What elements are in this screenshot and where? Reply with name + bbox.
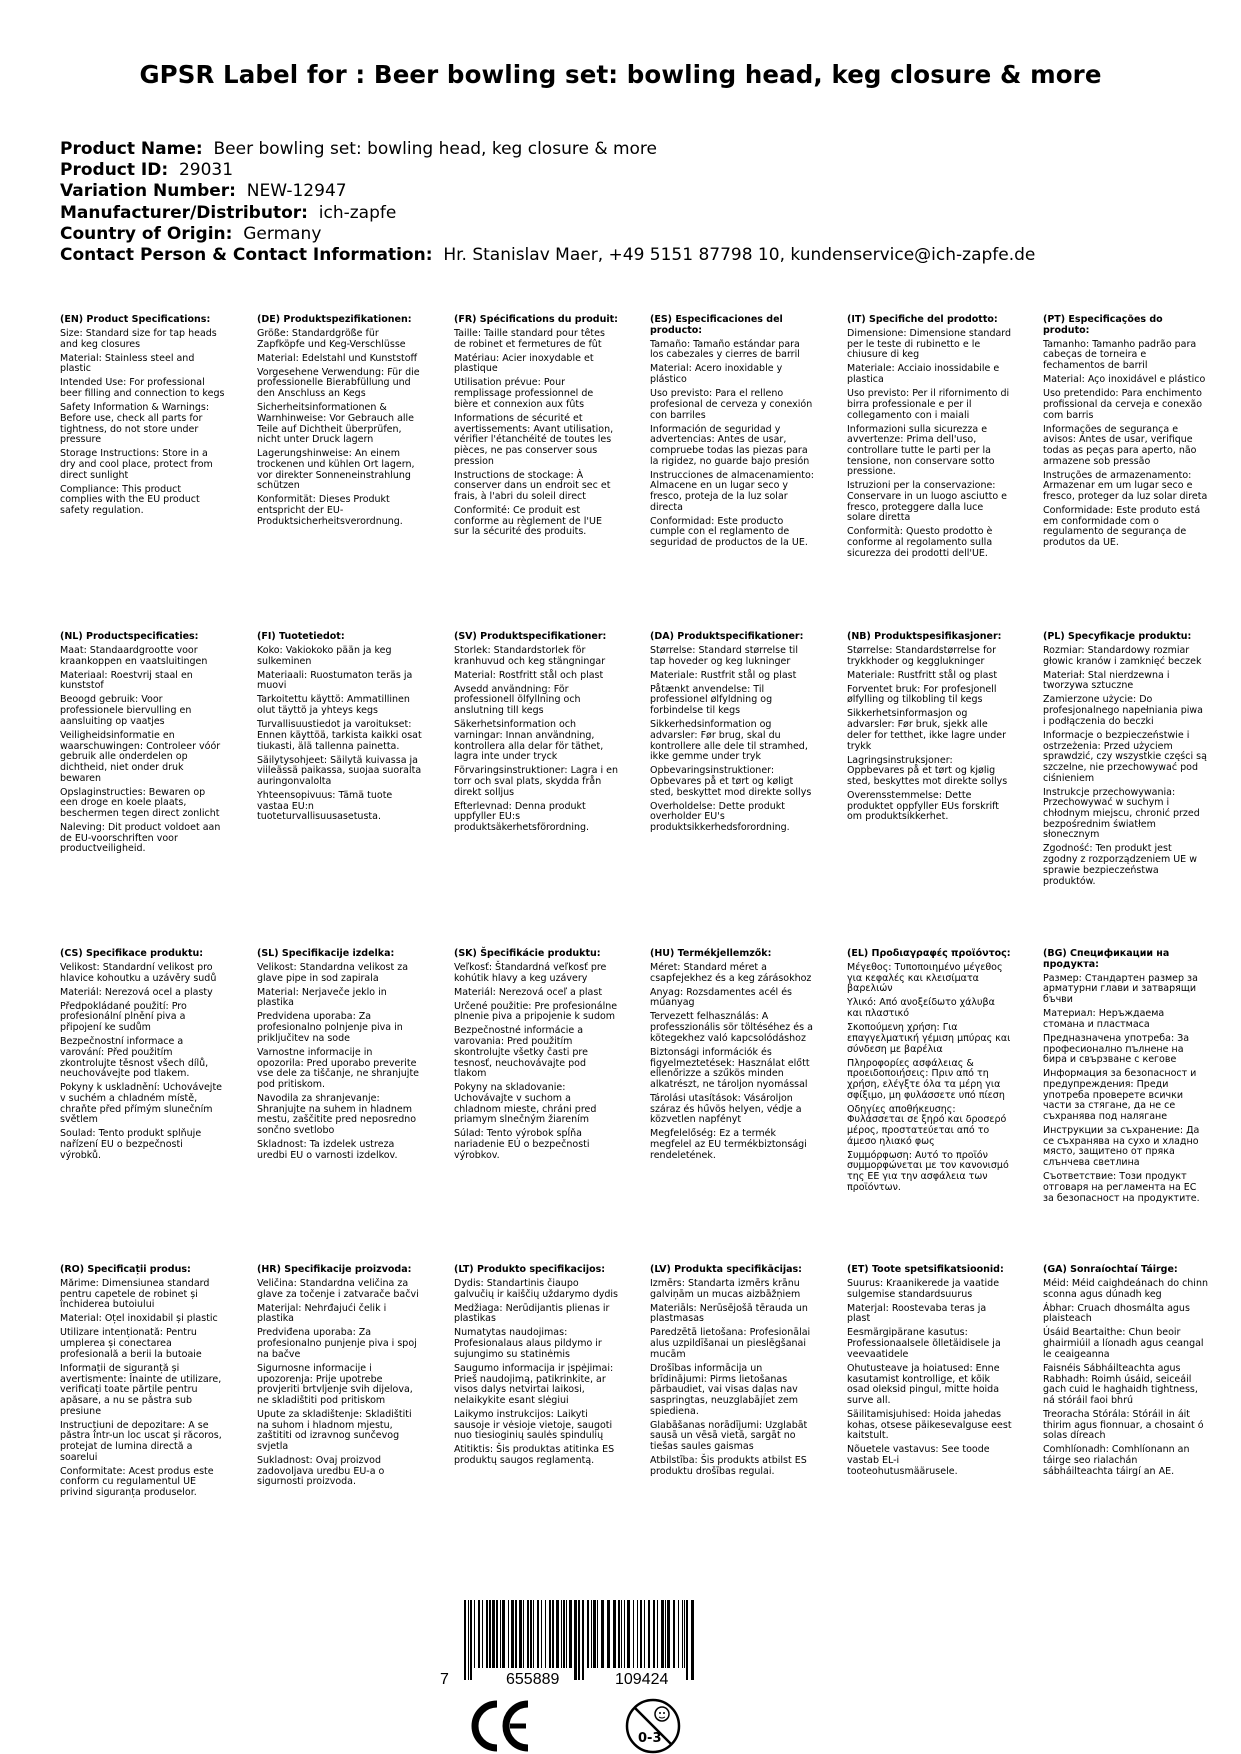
spec-line: Instrukcje przechowywania: Przechowywać w suchym i chłodnym miejscu, chronić przed bezpośrednim światłem słonecznym bbox=[1043, 786, 1200, 841]
contact-label: Contact Person & Contact Information: bbox=[60, 245, 433, 266]
spec-block bbox=[60, 315, 225, 520]
spec-line: Υλικό: Από ανοξείδωτο χάλυβα και πλαστικό bbox=[847, 997, 995, 1020]
spec-line: Laikymo instrukcijos: Laikyti sausoje ir vėsioje vietoje, saugoti nuo tiesioginių saulės spindulių bbox=[454, 1408, 613, 1442]
spec-line: Informações de segurança e avisos: Antes de usar, verifique todas as peças para aperto, não armazene sob pressão bbox=[1043, 423, 1197, 467]
barcode-bar bbox=[511, 1600, 514, 1668]
spec-block bbox=[650, 315, 815, 552]
spec-line: Sikkerhetsinformasjon og advarsler: Før bruk, sjekk alle deler for tetthet, ikke lagre under trykk bbox=[847, 708, 1007, 752]
barcode-bar bbox=[582, 1600, 584, 1680]
spec-block bbox=[847, 315, 1012, 563]
spec-line: Matériau: Acier inoxydable et plastique bbox=[454, 352, 594, 375]
spec-line: Rozmiar: Standardowy rozmiar głowic kranów i zamknięć beczek bbox=[1043, 645, 1202, 667]
spec-line: Predvidena uporaba: Za profesionalno polnjenje piva in priključitev na sode bbox=[257, 1011, 403, 1044]
spec-heading: (SL) Specifikacije izdelka: bbox=[257, 948, 395, 959]
spec-line: Utilizare intenționată: Pentru umplerea și conectarea profesională a berii la butoaie bbox=[60, 1327, 202, 1360]
spec-line: Uso pretendido: Para enchimento profissional da cerveja e conexão com barris bbox=[1043, 388, 1203, 421]
spec-line: Conformidade: Este produto está em conformidade com o regulamento de segurança de produtos da UE. bbox=[1043, 505, 1201, 549]
variation-number-label: Variation Number: bbox=[60, 181, 236, 202]
barcode-bar bbox=[545, 1600, 546, 1668]
spec-line: Dydis: Standartinis čiaupo galvučių ir kaiščių uždarymo dydis bbox=[454, 1278, 618, 1300]
spec-line: Предназначена употреба: За професионално пълнене на бира и свързване с кегове bbox=[1043, 1032, 1190, 1066]
barcode-bar bbox=[607, 1600, 610, 1668]
spec-heading: (HU) Termékjellemzők: bbox=[650, 948, 772, 959]
spec-line: Size: Standard size for tap heads and keg closures bbox=[60, 328, 217, 350]
barcode-bar bbox=[597, 1600, 598, 1668]
spec-line: Sikkerhedsinformation og advarsler: Før brug, skal du kontrollere alle dele til stramhed, ikke gemme under tryk bbox=[650, 719, 808, 763]
product-name-label: Product Name: bbox=[60, 139, 203, 159]
barcode-lead-digit: 7 bbox=[440, 1671, 449, 1688]
spec-line: Vorgesehene Verwendung: Für die professionelle Bierabfüllung und den Anschluss an Kegs bbox=[257, 366, 420, 400]
spec-heading: (EL) Προδιαγραφές προϊόντος: bbox=[847, 948, 1011, 959]
spec-block bbox=[257, 949, 422, 1165]
spec-line: Efterlevnad: Denna produkt uppfyller EU:s produktsäkerhetsförordning. bbox=[454, 800, 590, 834]
barcode-bar bbox=[549, 1600, 551, 1668]
spec-line: Ohutusteave ja hoiatused: Enne kasutamist kontrollige, et kõik osad oleksid pingul, mitte hoida surve all. bbox=[847, 1362, 1000, 1406]
spec-heading: (ET) Toote spetsifikatsioonid: bbox=[847, 1264, 1004, 1275]
spec-line: Informations de sécurité et avertissements: Avant utilisation, vérifier l'étanchéité de toutes les pièces, ne pas conserver sous pression bbox=[454, 412, 614, 467]
spec-heading: (HR) Specifikacije proizvoda: bbox=[257, 1264, 412, 1275]
spec-line: Nõuetele vastavus: See toode vastab EL-i tooteohutusmäärusele. bbox=[847, 1444, 990, 1477]
barcode-bar bbox=[519, 1600, 522, 1668]
spec-line: Bezpečnostné informácie a varovania: Pred použitím skontrolujte všetky časti pre tesnosť, neuchovávajte pod tlakom bbox=[454, 1025, 588, 1080]
spec-block bbox=[1043, 632, 1208, 891]
barcode-bar bbox=[691, 1600, 694, 1680]
spec-heading: (DE) Produktspezifikationen: bbox=[257, 314, 412, 325]
spec-heading: (EN) Product Specifications: bbox=[60, 314, 211, 325]
spec-heading: (ES) Especificaciones del producto: bbox=[650, 314, 783, 336]
barcode-bar bbox=[508, 1600, 509, 1668]
spec-line: Πληροφορίες ασφάλειας & προειδοποιήσεις: Πριν από τη χρήση, ελέγξτε όλα τα μέρη για σφίξιμο, μη φυλάσσετε υπό πίεση bbox=[847, 1057, 1005, 1101]
spec-heading: (PL) Specyfikacje produktu: bbox=[1043, 631, 1192, 642]
spec-line: Säilitamisjuhised: Hoida jahedas kohas, otsese päikesevalguse eest kaitstult. bbox=[847, 1408, 1012, 1442]
spec-heading: (NB) Produktspesifikasjoner: bbox=[847, 631, 1002, 642]
spec-line: Biztonsági információk és figyelmeztetések: Használat előtt ellenőrizze a szűkös minden alkatrészt, ne tároljon nyomással bbox=[650, 1046, 810, 1090]
product-id-value: 29031 bbox=[178, 160, 234, 181]
barcode-bar bbox=[644, 1600, 645, 1668]
barcode-bar bbox=[566, 1600, 567, 1668]
manufacturer-label: Manufacturer/Distributor: bbox=[60, 202, 308, 223]
spec-line: Material: Stainless steel and plastic bbox=[60, 352, 195, 375]
spec-block bbox=[454, 315, 619, 541]
barcode-bar bbox=[468, 1600, 469, 1680]
spec-line: Glabāšanas norādījumi: Uzglabāt sausā un vēsā vietā, sargāt no tiešas saules gaismas bbox=[650, 1419, 808, 1453]
age-warning-text: 0-3 bbox=[638, 1731, 662, 1746]
spec-line: Méid: Méid caighdeánach do chinn sconna agus dúnadh keg bbox=[1043, 1278, 1208, 1300]
manufacturer-value: ich-zapfe bbox=[318, 202, 397, 223]
spec-line: Materiál: Nerezová oceľ a plast bbox=[454, 986, 603, 998]
barcode-bar bbox=[665, 1600, 666, 1668]
spec-heading: (LT) Produkto specifikacijos: bbox=[454, 1264, 606, 1275]
spec-line: Materiale: Acciaio inossidabile e plastica bbox=[847, 363, 1000, 386]
spec-line: Megfelelőség: Ez a termék megfelel az EU termékbiztonsági rendeletének. bbox=[650, 1128, 807, 1161]
barcode-bar bbox=[541, 1600, 542, 1668]
barcode-bar bbox=[474, 1600, 475, 1668]
spec-line: Instrucciones de almacenamiento: Almacene en un lugar seco y fresco, proteja de la luz solar directa bbox=[650, 469, 814, 513]
ce-mark-icon bbox=[475, 1704, 528, 1748]
spec-heading: (CS) Specifikace produktu: bbox=[60, 948, 204, 959]
spec-line: Veličina: Standardna veličina za glave za točenje i zatvarače bačvi bbox=[257, 1278, 419, 1300]
spec-line: Instruções de armazenamento: Armazenar em um lugar seco e fresco, proteger da luz solar direta bbox=[1043, 469, 1208, 503]
spec-line: Material: Rostfritt stål och plast bbox=[454, 669, 604, 681]
barcode-bar bbox=[569, 1600, 572, 1668]
barcode-bar bbox=[552, 1600, 554, 1668]
spec-block bbox=[257, 632, 422, 826]
barcode-bar bbox=[601, 1600, 604, 1668]
barcode-bar bbox=[492, 1600, 495, 1668]
barcode-bar bbox=[486, 1600, 488, 1668]
spec-block bbox=[257, 315, 422, 531]
barcode-bar bbox=[661, 1600, 664, 1668]
spec-block bbox=[454, 1265, 619, 1470]
spec-line: Overensstemmelse: Dette produktet oppfyller EUs forskrift om produktsikkerhet. bbox=[847, 789, 1000, 823]
spec-line: Materiaal: Roestvrij staal en kunststof bbox=[60, 669, 193, 692]
product-id-row bbox=[60, 160, 1035, 181]
spec-line: Material: Oțel inoxidabil și plastic bbox=[60, 1313, 218, 1325]
spec-line: Opbevaringsinstruktioner: Opbevares på et tørt og køligt sted, beskyttet mod direkte sollys bbox=[650, 765, 812, 798]
spec-line: Upute za skladištenje: Skladištiti na suhom i hladnom mjestu, zaštititi od izravnog sunčevog svjetla bbox=[257, 1408, 412, 1453]
spec-line: Zamierzone użycie: Do profesjonalnego napełniania piwa i podłączenia do beczki bbox=[1043, 694, 1204, 727]
spec-line: Suurus: Kraanikerede ja vaatide sulgemise standardsuurus bbox=[847, 1278, 1000, 1300]
spec-line: Material: Nerjaveče jeklo in plastika bbox=[257, 986, 387, 1009]
barcode-bar bbox=[648, 1600, 650, 1668]
spec-line: Eesmärgipärane kasutus: Professionaalsele õlletäidisele ja veevaatidele bbox=[847, 1327, 1001, 1360]
spec-line: Informazioni sulla sicurezza e avvertenze: Prima dell'uso, controllare tutte le parti per la tensione, non conservare sotto pressione. bbox=[847, 423, 995, 478]
barcode-bar bbox=[673, 1600, 675, 1668]
barcode-bar bbox=[537, 1600, 539, 1668]
barcode-bars bbox=[464, 1600, 694, 1680]
barcode-bar bbox=[667, 1600, 670, 1668]
barcode-bar bbox=[587, 1600, 589, 1668]
spec-line: Drošības informācija un brīdinājumi: Pirms lietošanas pārbaudiet, vai visas daļas nav saspringtas, neuzglabājiet zem spiediena. bbox=[650, 1362, 799, 1417]
spec-block bbox=[454, 949, 619, 1165]
spec-heading: (BG) Спецификации на продукта: bbox=[1043, 948, 1170, 970]
spec-line: Съответствие: Този продукт отговаря на регламента на ЕС за безопасност на продуктите. bbox=[1043, 1171, 1200, 1204]
barcode-bar bbox=[530, 1600, 532, 1668]
spec-line: Storlek: Standardstorlek för kranhuvud och keg stängningar bbox=[454, 645, 606, 667]
barcode-bar bbox=[470, 1600, 472, 1680]
barcode-bar bbox=[640, 1600, 642, 1668]
spec-line: Material: Aço inoxidável e plástico bbox=[1043, 374, 1206, 386]
spec-line: Intended Use: For professional beer filling and connection to kegs bbox=[60, 377, 225, 400]
barcode-bar bbox=[500, 1600, 501, 1668]
spec-block bbox=[1043, 1265, 1208, 1481]
spec-line: Yhteensopivuus: Tämä tuote vastaa EU:n tuoteturvallisuusasetusta. bbox=[257, 789, 393, 823]
spec-block bbox=[847, 1265, 1012, 1481]
page-title: GPSR Label for : Beer bowling set: bowling head, keg closure & more bbox=[139, 60, 1102, 89]
barcode-bar bbox=[515, 1600, 517, 1668]
spec-line: Materiale: Rustfritt stål og plast bbox=[847, 669, 998, 681]
country-of-origin-label: Country of Origin: bbox=[60, 223, 233, 244]
barcode bbox=[440, 1598, 750, 1688]
spec-line: Konformität: Dieses Produkt entspricht der EU-Produktsicherheitsverordnung. bbox=[257, 494, 403, 527]
spec-line: Materiale: Rustfrit stål og plast bbox=[650, 669, 797, 681]
barcode-bar bbox=[556, 1600, 559, 1668]
spec-line: Bezpečnostní informace a varování: Před použitím zkontrolujte těsnost všech dílů, neuchovávejte pod tlakem. bbox=[60, 1036, 209, 1080]
spec-line: Συμμόρφωση: Αυτό το προϊόν συμμορφώνεται με τον κανονισμό της ΕΕ για την ασφάλεια των προϊόντων. bbox=[847, 1149, 1009, 1193]
spec-line: Izmērs: Standarta izmērs krānu galviņām un mucas aizbāžņiem bbox=[650, 1278, 801, 1300]
spec-line: Faisnéis Sábháilteachta agus Rabhadh: Roimh úsáid, seiceáil gach cuid le haghaidh tightness, ná stóráil faoi bhrú bbox=[1043, 1362, 1198, 1406]
spec-line: Pokyny k uskladnění: Uchovávejte v suchém a chladném místě, chraňte před přímým slunečním světlem bbox=[60, 1082, 223, 1126]
product-id-label: Product ID: bbox=[60, 160, 169, 181]
spec-line: Forventet bruk: For profesjonell ølfylling og tilkobling til kegs bbox=[847, 683, 997, 706]
spec-line: Treoracha Stórála: Stóráil in áit thirim agus fionnuar, a chosaint ó solas díreach bbox=[1043, 1408, 1204, 1442]
spec-line: Información de seguridad y advertencias: Antes de usar, compruebe todas las piezas para la rigidez, no guarde bajo presión bbox=[650, 423, 810, 467]
variation-number-row bbox=[60, 181, 1035, 202]
spec-line: Určené použitie: Pre profesionálne plnenie piva a pripojenie k sudom bbox=[454, 1000, 618, 1023]
spec-line: Conformidad: Este producto cumple con el reglamento de seguridad de productos de la UE. bbox=[650, 515, 808, 549]
barcode-bar bbox=[533, 1600, 534, 1668]
contact-value: Hr. Stanislav Maer, +49 5151 87798 10, kundenservice@ich-zapfe.de bbox=[443, 245, 1036, 266]
spec-line: Maat: Standaardgrootte voor kraankoppen en vaatsluitingen bbox=[60, 645, 208, 667]
spec-block bbox=[60, 632, 225, 858]
spec-line: Saugumo informacija ir įspėjimai: Prieš naudojimą, patikrinkite, ar visos dalys netvirtai laikosi, nelaikykite esant slėgiui bbox=[454, 1362, 614, 1406]
spec-heading: (GA) Sonraíochtaí Táirge: bbox=[1043, 1264, 1178, 1275]
barcode-bar bbox=[574, 1600, 577, 1680]
spec-line: Sigurnosne informacije i upozorenja: Prije upotrebe provjeriti brtvljenje svih dijelova, ne skladištiti pod pritiskom bbox=[257, 1362, 413, 1406]
spec-line: Velikost: Standardna velikost za glave pipe in sod zapirala bbox=[257, 962, 409, 984]
spec-block bbox=[847, 632, 1012, 826]
spec-line: Materiał: Stal nierdzewna i tworzywa sztuczne bbox=[1043, 669, 1170, 692]
spec-line: Größe: Standardgröße für Zapfköpfe und Keg-Verschlüsse bbox=[257, 328, 406, 350]
barcode-bar bbox=[633, 1600, 634, 1668]
spec-line: Atitiktis: Šis produktas atitinka ES produktų saugos reglamentą. bbox=[454, 1444, 615, 1467]
spec-line: Veľkosť: Štandardná veľkosť pre kohútik hlavy a keg uzávery bbox=[454, 962, 607, 984]
not-for-children-0-3-icon bbox=[627, 1700, 679, 1752]
spec-line: Informații de siguranță și avertismente: Înainte de utilizare, verificați toate părțile pentru apăsare, a nu se păstra sub presiune bbox=[60, 1362, 222, 1417]
spec-block bbox=[650, 949, 815, 1165]
barcode-bar bbox=[624, 1600, 625, 1668]
spec-line: Numatytas naudojimas: Profesionalaus alaus pildymo ir sujungimo su statinėmis bbox=[454, 1327, 602, 1360]
barcode-bar bbox=[678, 1600, 679, 1668]
spec-line: Uso previsto: Para el relleno profesional de cerveza y conexión con barriles bbox=[650, 388, 813, 421]
spec-line: Pokyny na skladovanie: Uchovávajte v suchom a chladnom mieste, chráni pred priamym slnečným žiarením bbox=[454, 1082, 597, 1126]
spec-block bbox=[1043, 315, 1208, 552]
manufacturer-row bbox=[60, 203, 1035, 224]
barcode-bar bbox=[502, 1600, 505, 1668]
spec-line: Størrelse: Standard størrelse til tap hoveder og keg lukninger bbox=[650, 645, 798, 667]
spec-line: Instrucțiuni de depozitare: A se păstra într-un loc uscat și răcoros, protejat de lumina directă a soarelui bbox=[60, 1419, 222, 1463]
spec-line: Comhlíonadh: Comhlíonann an táirge seo rialachán sábháilteachta táirgí an AE. bbox=[1043, 1444, 1190, 1477]
spec-heading: (FI) Tuotetiedot: bbox=[257, 631, 345, 642]
barcode-bar bbox=[527, 1600, 529, 1668]
variation-number-value: NEW-12947 bbox=[246, 181, 347, 202]
spec-heading: (SK) Špecifikácie produktu: bbox=[454, 948, 601, 959]
barcode-bar bbox=[496, 1600, 498, 1668]
spec-line: Instructions de stockage: À conserver dans un endroit sec et frais, à l'abri du soleil direct bbox=[454, 469, 611, 503]
spec-block bbox=[650, 1265, 815, 1481]
product-name-row bbox=[60, 139, 1035, 160]
spec-line: Uso previsto: Per il rifornimento di birra professionale e per il collegamento con i maiali bbox=[847, 388, 1010, 421]
barcode-bar bbox=[478, 1600, 480, 1668]
spec-block bbox=[60, 949, 225, 1165]
spec-line: Anyag: Rozsdamentes acél és műanyag bbox=[650, 986, 792, 1009]
spec-block bbox=[847, 949, 1012, 1197]
spec-line: Soulad: Tento produkt splňuje nařízení EU o bezpečnosti výrobků. bbox=[60, 1128, 202, 1161]
spec-line: Conformitate: Acest produs este conform cu regulamentul UE privind siguranța produselor. bbox=[60, 1465, 214, 1499]
spec-line: Förvaringsinstruktioner: Lagra i en torr och sval plats, skydda från direkt solljus bbox=[454, 765, 619, 798]
spec-line: Velikost: Standardní velikost pro hlavice kohoutku a uzávěry sudů bbox=[60, 962, 217, 984]
spec-line: Istruzioni per la conservazione: Conservare in un luogo asciutto e fresco, proteggere dalla luce solare diretta bbox=[847, 480, 1008, 524]
spec-line: Koko: Vakiokoko pään ja keg sulkeminen bbox=[257, 645, 392, 667]
spec-line: Overholdelse: Dette produkt overholder EU's produktsikkerhedsforordning. bbox=[650, 800, 790, 834]
spec-line: Påtænkt anvendelse: Til professionel ølfyldning og forbindelse til kegs bbox=[650, 683, 773, 717]
compliance-marks bbox=[450, 1698, 750, 1754]
barcode-bar bbox=[686, 1600, 688, 1680]
spec-line: Material: Edelstahl und Kunststoff bbox=[257, 352, 418, 364]
barcode-bar bbox=[618, 1600, 620, 1668]
country-of-origin-row bbox=[60, 224, 1035, 245]
spec-heading: (FR) Spécifications du produit: bbox=[454, 314, 618, 325]
spec-line: Tervezett felhasználás: A professzionális sör töltéséhez és a kötegekhez való kapcsolódáshoz bbox=[650, 1011, 813, 1044]
spec-line: Materiāls: Nerūsējošā tērauda un plastmasas bbox=[650, 1302, 808, 1325]
barcode-group-right: 109424 bbox=[615, 1671, 669, 1688]
barcode-bar bbox=[657, 1600, 658, 1668]
product-info bbox=[60, 139, 1035, 266]
barcode-bar bbox=[684, 1600, 685, 1668]
spec-line: Veiligheidsinformatie en waarschuwingen: Controleer vóór gebruik alle onderdelen op dichtheid, niet onder druk bewaren bbox=[60, 729, 221, 784]
spec-heading: (NL) Productspecificaties: bbox=[60, 631, 199, 642]
spec-line: Atbilstība: Šis produkts atbilst ES produktu drošības regulai. bbox=[650, 1455, 807, 1477]
barcode-bar bbox=[489, 1600, 491, 1668]
spec-line: Naleving: Dit product voldoet aan de EU-voorschriften voor productveiligheid. bbox=[60, 822, 221, 855]
spec-line: Turvallisuustiedot ja varoitukset: Ennen käyttöä, tarkista kaikki osat tiukasti, älä tallenna painetta. bbox=[257, 719, 422, 752]
spec-heading: (DA) Produktspecifikationer: bbox=[650, 631, 804, 642]
spec-line: Säkerhetsinformation och varningar: Innan användning, kontrollera alla delar för täthet, lagra inte under tryck bbox=[454, 719, 604, 763]
spec-line: Tamanho: Tamanho padrão para cabeças de torneira e fechamentos de barril bbox=[1043, 338, 1197, 372]
spec-line: Beoogd gebruik: Voor professionele biervulling en aansluiting op vaatjes bbox=[60, 694, 192, 727]
spec-block bbox=[1043, 949, 1208, 1208]
spec-line: Lagerungshinweise: An einem trockenen und kühlen Ort lagern, vor direkter Sonneneinstrahlung schützen bbox=[257, 448, 415, 492]
spec-line: Skladnost: Ta izdelek ustreza uredbi EU o varnosti izdelkov. bbox=[257, 1139, 398, 1161]
barcode-bar bbox=[591, 1600, 592, 1668]
spec-line: Conformità: Questo prodotto è conforme al regolamento sulla sicurezza dei prodotti dell'UE. bbox=[847, 526, 993, 559]
spec-line: Safety Information & Warnings: Before use, check all parts for tightness, do not store under pressure bbox=[60, 402, 210, 446]
spec-line: Paredzētā lietošana: Profesionālai alus uzpildīšanai un pieslēgšanai mucām bbox=[650, 1327, 811, 1360]
country-of-origin-value: Germany bbox=[243, 223, 322, 244]
spec-line: Varnostne informacije in opozorila: Pred uporabo preverite vse dele za tiščanje, ne shranjujte pod pritiskom. bbox=[257, 1046, 420, 1090]
spec-line: Sukladnost: Ovaj proizvod zadovoljava uredbu EU-a o sigurnosti proizvoda. bbox=[257, 1455, 385, 1488]
spec-line: Materiál: Nerezová ocel a plasty bbox=[60, 986, 213, 998]
spec-line: Ábhar: Cruach dhosmálta agus plaisteach bbox=[1043, 1302, 1190, 1325]
spec-line: Tárolási utasítások: Vásároljon száraz és hűvös helyen, védje a közvetlen napfényt bbox=[650, 1092, 802, 1126]
barcode-bar bbox=[464, 1600, 466, 1680]
spec-line: Mărime: Dimensiunea standard pentru capetele de robinet și închiderea butoiului bbox=[60, 1278, 210, 1311]
spec-line: Material: Acero inoxidable y plástico bbox=[650, 363, 783, 386]
spec-line: Dimensione: Dimensione standard per le teste di rubinetto e le chiusure di keg bbox=[847, 328, 1012, 361]
barcode-bar bbox=[523, 1600, 524, 1668]
spec-line: Материал: Неръждаема стомана и пластмаса bbox=[1043, 1008, 1165, 1030]
spec-line: Předpokládané použití: Pro profesionální plnění piva a připojení ke sudům bbox=[60, 1000, 187, 1034]
spec-heading: (RO) Specificații produs: bbox=[60, 1264, 191, 1275]
contact-row bbox=[60, 245, 1035, 266]
barcode-bar bbox=[621, 1600, 622, 1668]
spec-line: Μέγεθος: Τυποποιημένο μέγεθος για κεφαλές και κλεισίματα βαρελιών bbox=[847, 962, 1003, 995]
spec-line: Medžiaga: Nerūdijantis plienas ir plastikas bbox=[454, 1302, 610, 1325]
spec-block bbox=[60, 1265, 225, 1502]
spec-heading: (LV) Produkta specifikācijas: bbox=[650, 1264, 802, 1275]
spec-line: Materijal: Nehrđajući čelik i plastika bbox=[257, 1302, 387, 1325]
spec-line: Инструкции за съхранение: Да се съхранява на сухо и хладно място, защитено от пряка слънчева светлина bbox=[1043, 1125, 1200, 1169]
spec-line: Avsedd användning: För professionell ölfyllning och anslutning till kegs bbox=[454, 683, 581, 717]
product-name-value: Beer bowling set: bowling head, keg closure & more bbox=[213, 139, 658, 159]
barcode-bar bbox=[637, 1600, 638, 1668]
spec-line: Predviđena uporaba: Za profesionalno punjenje piva i spoj na bačve bbox=[257, 1327, 417, 1360]
spec-line: Conformité: Ce produit est conforme au règlement de l'UE sur la sécurité des produits. bbox=[454, 505, 602, 538]
spec-line: Размер: Стандартен размер за арматурни глави и затварящи бъчви bbox=[1043, 972, 1198, 1006]
spec-line: Σκοπούμενη χρήση: Για επαγγελματική γέμιση μπύρας και σύνδεση με βαρέλια bbox=[847, 1022, 1011, 1055]
spec-line: Informacje o bezpieczeństwie i ostrzeżenia: Przed użyciem sprawdzić, czy wszystkie części są szczelne, nie przechowywać pod ciśnieniem bbox=[1043, 729, 1207, 784]
spec-line: Súlad: Tento výrobok spĺňa nariadenie EÚ o bezpečnosti výrobkov. bbox=[454, 1128, 590, 1161]
spec-line: Οδηγίες αποθήκευσης: Φυλάσσεται σε ξηρό και δροσερό μέρος, προστατεύεται από το άμεσο ηλιακό φως bbox=[847, 1103, 1007, 1147]
spec-line: Tarkoitettu käyttö: Ammatillinen olut täyttö ja yhteys kegs bbox=[257, 694, 410, 717]
barcode-group-left: 655889 bbox=[506, 1671, 560, 1688]
spec-block bbox=[454, 632, 619, 837]
barcode-bar bbox=[682, 1600, 683, 1668]
spec-line: Zgodność: Ten produkt jest zgodny z rozporządzeniem UE w sprawie bezpieczeństwa produktów. bbox=[1043, 843, 1197, 887]
spec-line: Sicherheitsinformationen & Warnhinweise: Vor Gebrauch alle Teile auf Dichtheit überprüfen, nicht unter Druck lagern bbox=[257, 402, 415, 446]
spec-block bbox=[257, 1265, 422, 1491]
spec-heading: (PT) Especificações do produto: bbox=[1043, 314, 1163, 336]
barcode-bar bbox=[561, 1600, 562, 1668]
barcode-bar bbox=[482, 1600, 483, 1668]
spec-line: Navodila za shranjevanje: Shranjujte na suhem in hladnem mestu, zaščitite pred neposredno sončno svetlobo bbox=[257, 1092, 417, 1137]
spec-line: Úsáid Beartaithe: Chun beoir ghairmiúil a líonadh agus ceangal le ceaigeanna bbox=[1043, 1327, 1204, 1360]
spec-line: Storage Instructions: Store in a dry and cool place, protect from direct sunlight bbox=[60, 448, 213, 481]
barcode-bar bbox=[653, 1600, 655, 1668]
spec-line: Materiaali: Ruostumaton teräs ja muovi bbox=[257, 669, 413, 692]
barcode-bar bbox=[593, 1600, 596, 1668]
spec-block bbox=[650, 632, 815, 837]
barcode-bar bbox=[563, 1600, 565, 1668]
spec-line: Størrelse: Standardstørrelse for trykkhoder og kegglukninger bbox=[847, 645, 997, 667]
spec-line: Compliance: This product complies with the EU product safety regulation. bbox=[60, 483, 200, 517]
spec-line: Tamaño: Tamaño estándar para los cabezales y cierres de barril bbox=[650, 338, 800, 361]
spec-line: Säilytysohjeet: Säilytä kuivassa ja viileässä paikassa, suojaa suoralta auringonvalolta bbox=[257, 754, 422, 787]
spec-heading: (SV) Produktspecifikationer: bbox=[454, 631, 607, 642]
spec-line: Utilisation prévue: Pour remplissage professionnel de bière et connexion aux fûts bbox=[454, 377, 594, 410]
spec-line: Méret: Standard méret a csapfejekhez és a keg zárásokhoz bbox=[650, 962, 812, 984]
spec-line: Opslaginstructies: Bewaren op een droge en koele plaats, beschermen tegen direct zonlicht bbox=[60, 786, 220, 820]
barcode-bar bbox=[578, 1600, 580, 1680]
spec-line: Taille: Taille standard pour têtes de robinet et fermetures de fût bbox=[454, 328, 605, 350]
barcode-bar bbox=[627, 1600, 630, 1668]
spec-line: Lagringsinstruksjoner: Oppbevares på et tørt og kjølig sted, beskyttes mot direkte sollys bbox=[847, 754, 1008, 787]
spec-heading: (IT) Specifiche del prodotto: bbox=[847, 314, 998, 325]
spec-line: Materjal: Roostevaba teras ja plast bbox=[847, 1302, 987, 1325]
barcode-bar bbox=[613, 1600, 616, 1668]
spec-line: Информация за безопасност и предупреждения: Преди употреба проверете всички части за стягане, да не се съхранява под налягане bbox=[1043, 1068, 1197, 1123]
